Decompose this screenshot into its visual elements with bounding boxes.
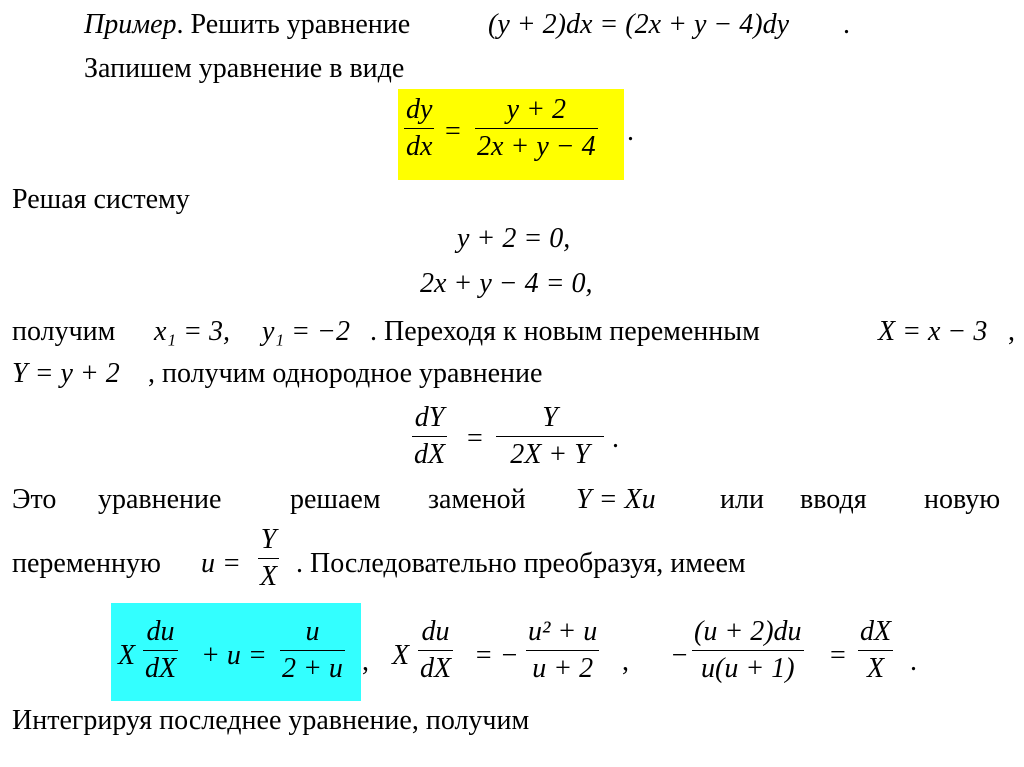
eq3a-rden: 2 + u — [282, 653, 343, 684]
system-row-2: 2x + y − 4 = 0, — [420, 268, 593, 299]
eq1-rhs-fraction — [475, 96, 598, 161]
eq3a-frac-2 — [280, 618, 345, 683]
y1-value: y₁ = −2 — [262, 316, 350, 347]
eq3c-equals: = — [830, 640, 846, 671]
eq1-lhs-den: dx — [406, 131, 433, 162]
eq3b-X: X — [392, 640, 410, 671]
eq3c-frac-2 — [858, 618, 893, 683]
example-label: Пример — [84, 9, 177, 40]
eq3b-mid: = − — [474, 640, 519, 671]
eq3a-den: dX — [145, 653, 177, 684]
eq2-equals: = — [467, 423, 483, 454]
eq1-lhs-fraction — [404, 96, 434, 161]
eq3b-end: , — [622, 646, 629, 677]
eq3a-mid: + u = — [201, 640, 267, 671]
eq3b-rnum: u² + u — [528, 616, 598, 647]
word-ili: или — [720, 484, 764, 515]
eq3a-frac-1 — [143, 618, 178, 683]
eq1-end: . — [627, 116, 634, 147]
eq1-lhs-num: dy — [406, 94, 433, 125]
eq3b-frac-1 — [418, 618, 453, 683]
eq2-rhs-fraction — [496, 404, 604, 469]
eq2-rhs-den: 2X + Y — [510, 439, 590, 470]
eq2-lhs-fraction — [412, 404, 447, 469]
Y-substitution: Y = y + 2 — [12, 358, 120, 389]
problem-end: . — [843, 9, 850, 40]
eq3c-rnum: dX — [860, 616, 892, 647]
eq3c-minus: − — [670, 640, 689, 671]
u-frac-num: Y — [260, 524, 277, 555]
eq1-equals: = — [445, 116, 461, 147]
result-intro: получим — [12, 316, 116, 347]
system-intro: Решая систему — [12, 184, 190, 215]
eq3a-end: , — [362, 646, 369, 677]
eq1-rhs-den: 2x + y − 4 — [477, 131, 596, 162]
variable-text: переменную — [12, 548, 161, 579]
word-reshaem: решаем — [290, 484, 381, 515]
word-eto: Это — [12, 484, 57, 515]
word-zamenoy: заменой — [428, 484, 526, 515]
eq3a-num: du — [146, 616, 175, 647]
eq3b-den: dX — [420, 653, 452, 684]
eq2-rhs-num: Y — [542, 402, 558, 433]
eq3b-num: du — [421, 616, 450, 647]
eq3c-end: . — [910, 646, 917, 677]
eq2-end: . — [612, 423, 619, 454]
replacement-eq: Y = Xu — [576, 484, 656, 515]
x1-value: x₁ = 3, — [154, 316, 231, 347]
problem-equation: (y + 2)dx = (2x + y − 4)dy — [488, 9, 790, 40]
eq3a-X: X — [118, 640, 136, 671]
problem-text: . Решить уравнение — [176, 9, 411, 40]
X-substitution: X = x − 3 — [878, 316, 988, 347]
eq3c-rden: X — [867, 653, 885, 684]
word-vvodya: вводя — [800, 484, 867, 515]
word-novuyu: новую — [924, 484, 1001, 515]
transition-text: . Переходя к новым переменным — [370, 316, 760, 347]
u-fraction — [258, 526, 279, 591]
line4-comma: , — [1008, 316, 1015, 347]
transform-text: . Последовательно преобразуя, имеем — [296, 548, 746, 579]
word-uravnenie: уравнение — [98, 484, 222, 515]
system-row-1: y + 2 = 0, — [457, 223, 571, 254]
eq3c-num: (u + 2)du — [694, 616, 802, 647]
eq3b-rden: u + 2 — [532, 653, 594, 684]
eq3c-frac-1 — [692, 618, 804, 683]
integration-text: Интегрируя последнее уравнение, получим — [12, 705, 530, 736]
eq3a-rnum: u — [305, 616, 320, 647]
u-frac-den: X — [260, 561, 278, 592]
homogeneous-text: , получим однородное уравнение — [148, 358, 543, 389]
eq1-rhs-num: y + 2 — [506, 94, 566, 125]
eq3b-frac-2 — [526, 618, 599, 683]
rewrite-text: Запишем уравнение в виде — [84, 53, 405, 84]
eq2-lhs-den: dX — [414, 439, 446, 470]
eq2-lhs-num: dY — [414, 402, 445, 433]
problem-line — [84, 11, 410, 39]
u-equals: u = — [201, 548, 241, 579]
eq3c-den: u(u + 1) — [701, 653, 795, 684]
